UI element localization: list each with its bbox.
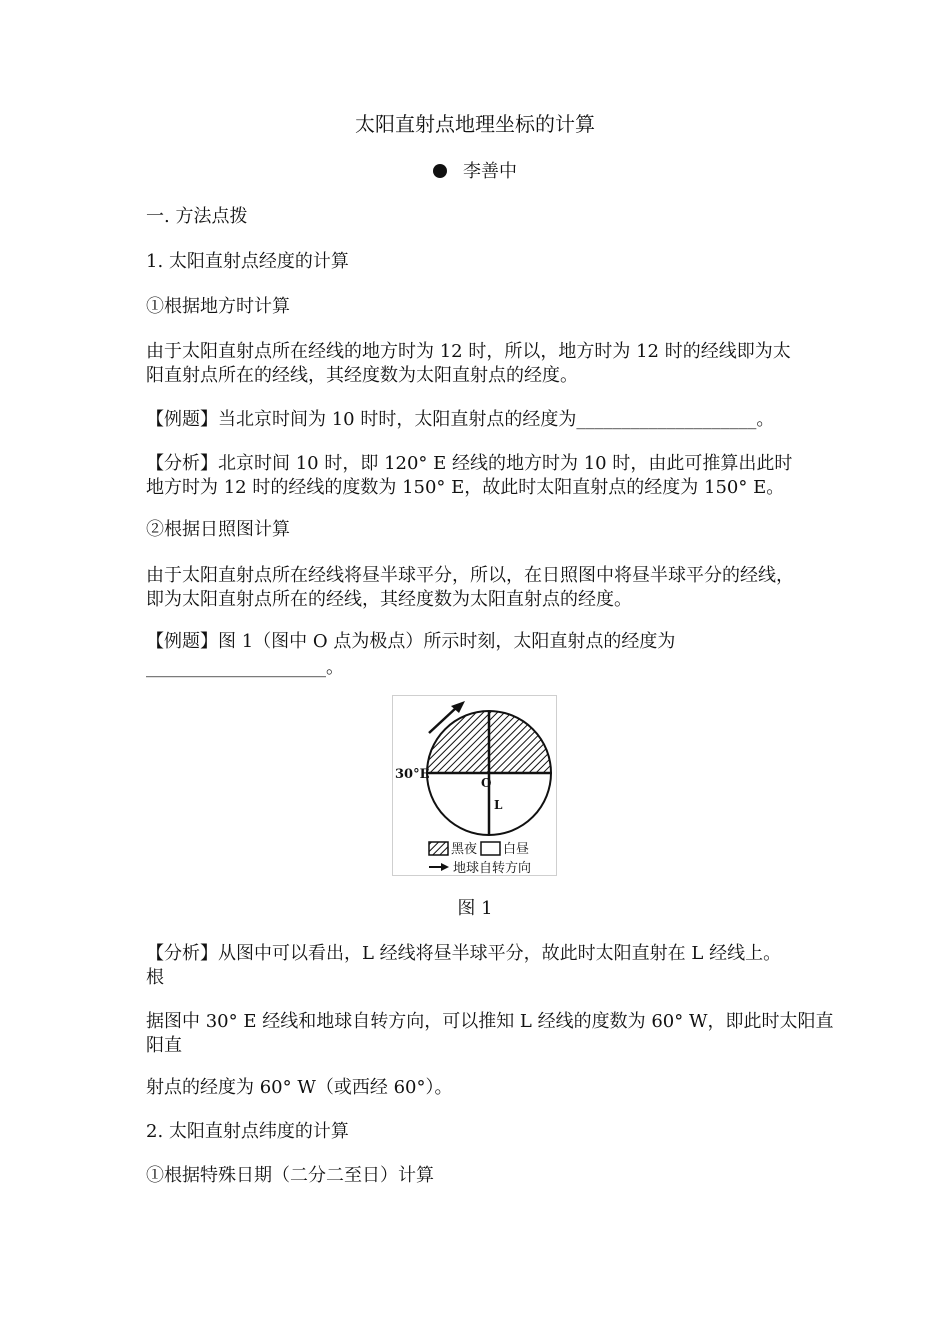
section-heading-1: 一. 方法点拨 <box>146 206 248 227</box>
paragraph-2-line-1: 由于太阳直射点所在经线将昼半球平分，所以，在日照图中将昼半球平分的经线， <box>146 565 794 586</box>
paragraph-1-line-2: 阳直射点所在的经线，其经度数为太阳直射点的经度。 <box>146 365 578 386</box>
analysis-2-line-4: 阳直 <box>146 1035 182 1056</box>
analysis-2-line-5: 射点的经度为 60° W（或西经 60°）。 <box>146 1077 453 1098</box>
author-line <box>0 160 950 184</box>
analysis-1-line-2: 地方时为 12 时的经线的度数为 150° E，故此时太阳直射点的经度为 150° E。 <box>146 477 785 498</box>
legend-rotation-label: 地球自转方向 <box>453 861 532 875</box>
legend-night-label: 黑夜 <box>451 842 478 857</box>
legend-night-swatch <box>429 842 448 855</box>
label-l: L <box>494 798 503 812</box>
legend-day-label: 白昼 <box>503 842 530 857</box>
method-2: ②根据日照图计算 <box>146 519 290 540</box>
analysis-2-line-2: 根 <box>146 967 164 988</box>
label-30e: 30°E <box>395 767 430 782</box>
author-name: 李善中 <box>463 161 517 182</box>
page-title: 太阳直射点地理坐标的计算 <box>355 112 595 136</box>
legend-day-swatch <box>481 842 500 855</box>
analysis-1-line-1: 【分析】北京时间 10 时，即 120° E 经线的地方时为 10 时，由此可推算出此时 <box>146 453 793 474</box>
example-2-line-1: 【例题】图 1（图中 O 点为极点）所示时刻，太阳直射点的经度为 <box>146 631 676 652</box>
example-1: 【例题】当北京时间为 10 时时，太阳直射点的经度为____________________。 <box>146 409 775 430</box>
sunlight-diagram <box>392 695 557 876</box>
paragraph-1-line-1: 由于太阳直射点所在经线的地方时为 12 时，所以，地方时为 12 时的经线即为太 <box>146 341 791 362</box>
analysis-2-line-3: 据图中 30° E 经线和地球自转方向，可以推知 L 经线的度数为 60° W，即此时太阳直 <box>146 1011 834 1032</box>
legend-arrow-icon <box>441 863 449 871</box>
method-3: ①根据特殊日期（二分二至日）计算 <box>146 1165 434 1186</box>
sunlight-diagram-svg <box>393 696 556 875</box>
paragraph-2-line-2: 即为太阳直射点所在的经线，其经度数为太阳直射点的经度。 <box>146 589 632 610</box>
figure-caption: 图 1 <box>457 898 493 919</box>
subheading-1: 1. 太阳直射点经度的计算 <box>146 251 349 272</box>
label-o: O <box>481 776 492 790</box>
example-2-line-2: ____________________。 <box>146 657 344 678</box>
subheading-2: 2. 太阳直射点纬度的计算 <box>146 1121 349 1142</box>
analysis-2-line-1: 【分析】从图中可以看出，L 经线将昼半球平分，故此时太阳直射在 L 经线上。 <box>146 943 782 964</box>
bullet-icon <box>433 164 447 178</box>
method-1: ①根据地方时计算 <box>146 296 290 317</box>
